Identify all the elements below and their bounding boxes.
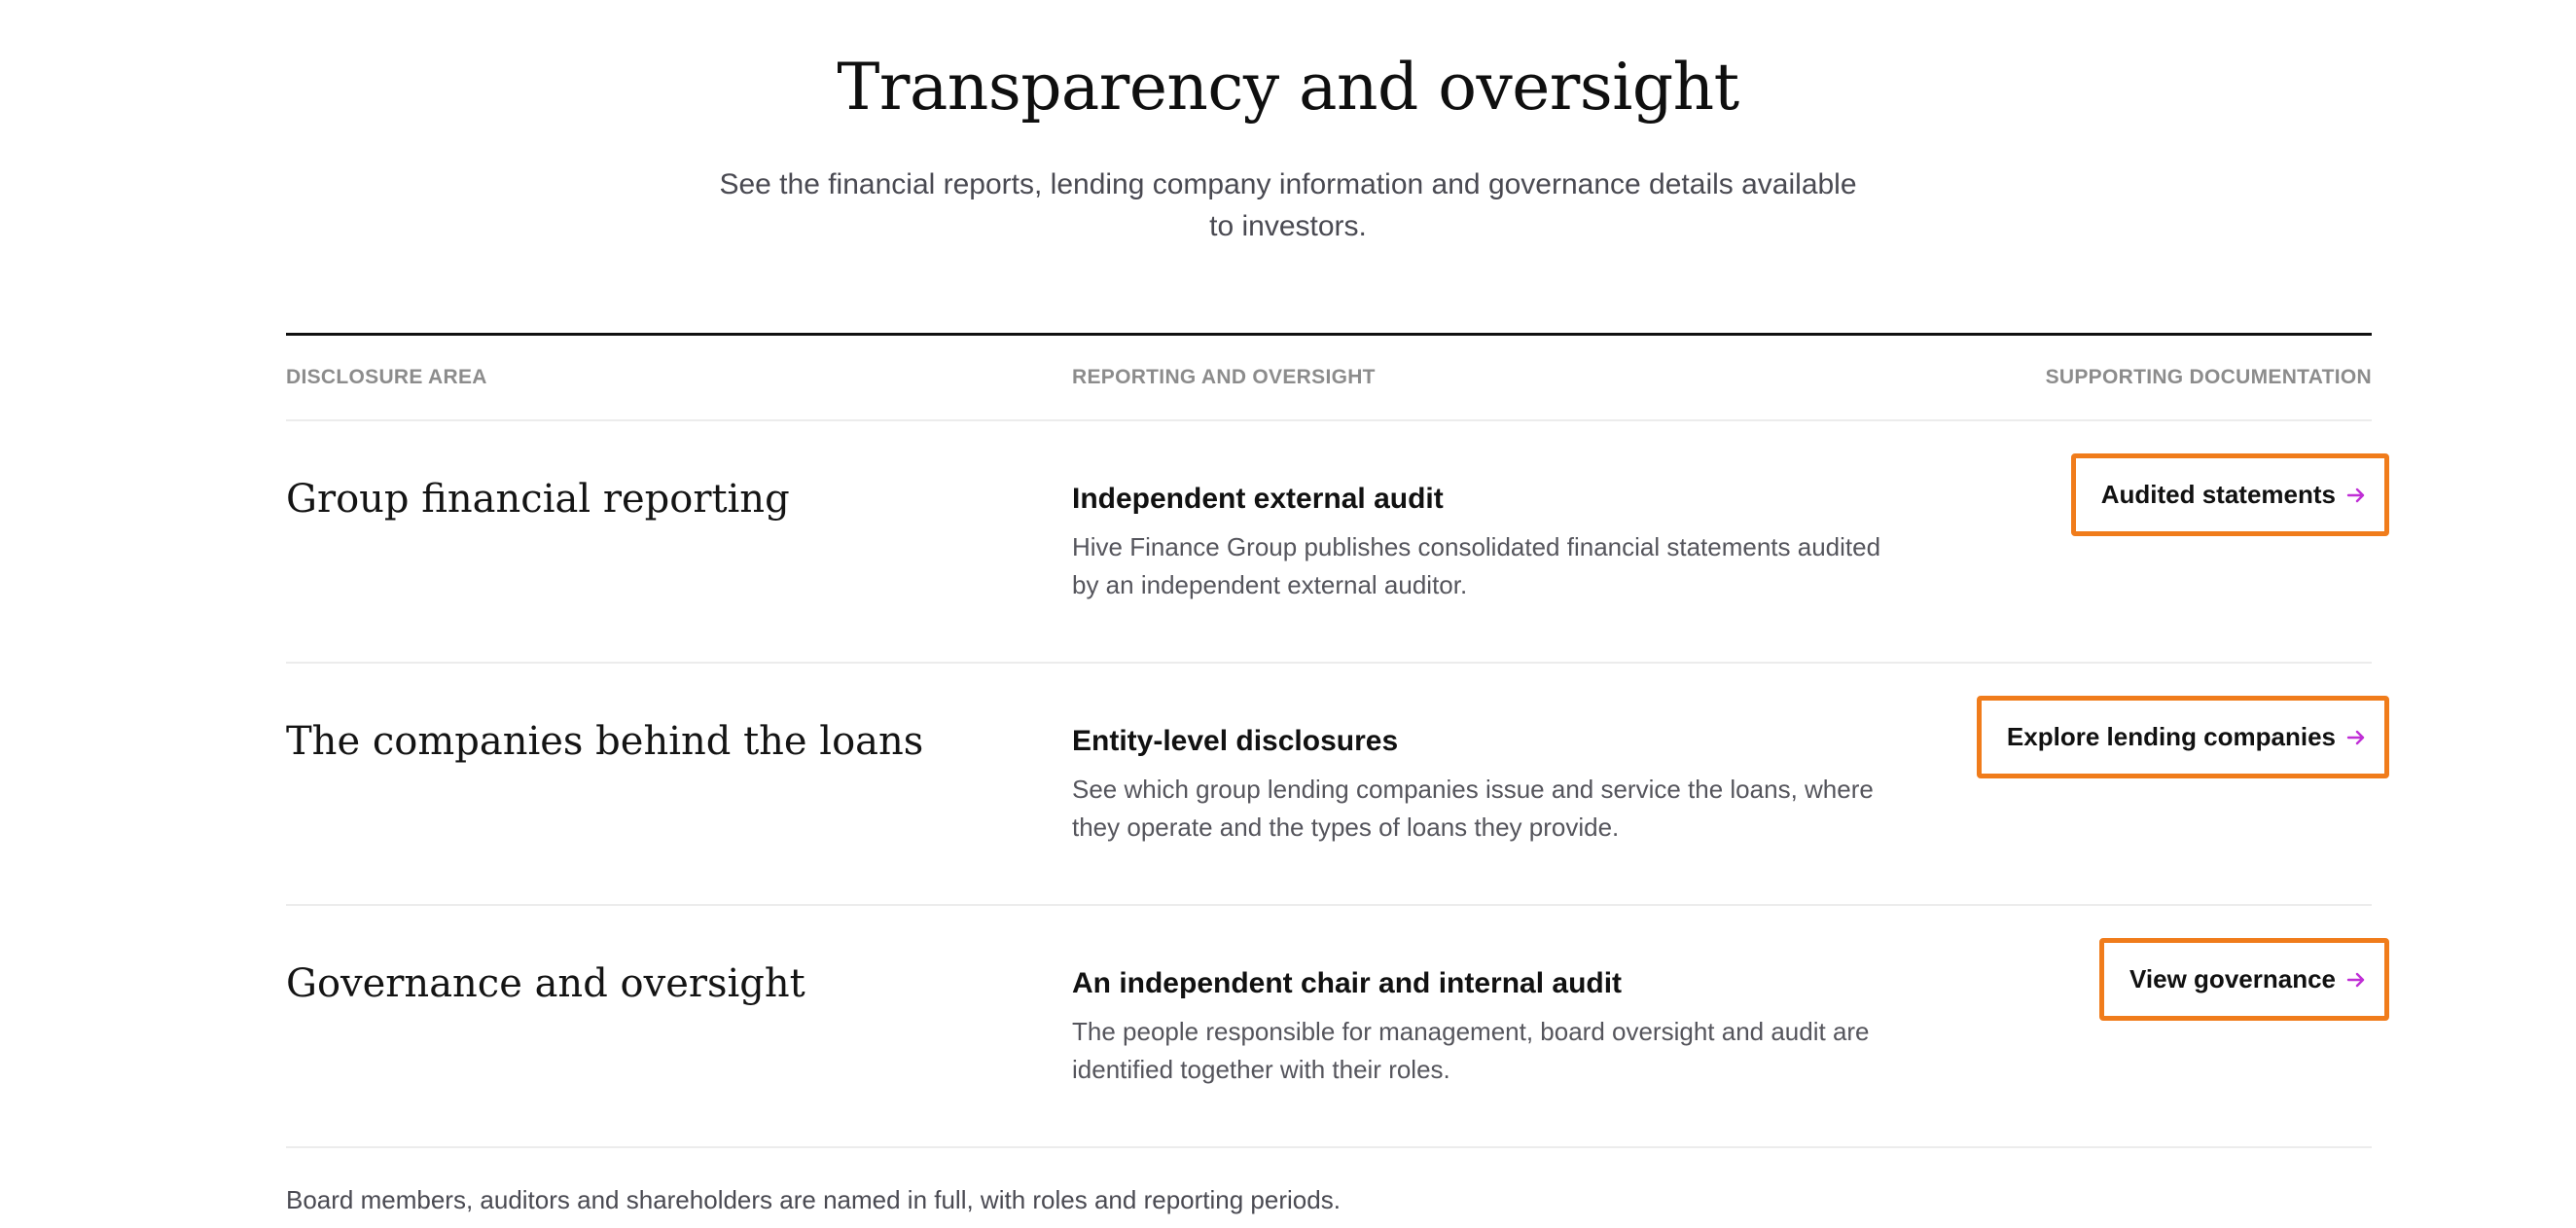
table-row-lending-companies bbox=[286, 664, 2372, 906]
arrow-right-icon bbox=[2345, 727, 2367, 748]
reporting-description: See which group lending companies issue and service the loans, where they operate and the types of loans they provide. bbox=[1072, 775, 1874, 842]
view-governance-link[interactable] bbox=[2099, 938, 2389, 1021]
disclosure-area-title: The companies behind the loans bbox=[286, 719, 924, 764]
reporting-cell bbox=[1072, 722, 1909, 847]
hero-section bbox=[0, 39, 2576, 247]
column-header-documentation: SUPPORTING DOCUMENTATION bbox=[2045, 366, 2372, 388]
disclosure-area-title: Group financial reporting bbox=[286, 477, 790, 522]
arrow-right-icon bbox=[2345, 969, 2367, 991]
table-row-governance bbox=[286, 906, 2372, 1148]
link-label: Explore lending companies bbox=[2006, 722, 2336, 751]
link-label: View governance bbox=[2129, 964, 2336, 993]
link-label: Audited statements bbox=[2100, 480, 2336, 509]
reporting-description: The people responsible for management, board oversight and audit are identified together with their roles. bbox=[1072, 1017, 1870, 1084]
audited-statements-link[interactable] bbox=[2071, 453, 2389, 536]
column-header-disclosure-area: DISCLOSURE AREA bbox=[286, 366, 487, 388]
table-header-row bbox=[286, 336, 2372, 421]
disclosure-area-title: Governance and oversight bbox=[286, 961, 805, 1006]
reporting-heading: Independent external audit bbox=[1072, 483, 1444, 515]
page-title: Transparency and oversight bbox=[837, 50, 1739, 125]
explore-lending-companies-link[interactable] bbox=[1977, 696, 2389, 778]
arrow-right-icon bbox=[2345, 485, 2367, 506]
column-header-reporting: REPORTING AND OVERSIGHT bbox=[1072, 366, 1376, 388]
reporting-description: Hive Finance Group publishes consolidated financial statements audited by an independent external auditor. bbox=[1072, 532, 1881, 599]
reporting-cell bbox=[1072, 480, 1909, 604]
reporting-heading: An independent chair and internal audit bbox=[1072, 967, 1623, 999]
table-row-financial-reporting bbox=[286, 421, 2372, 664]
page-subtitle: See the financial reports, lending company information and governance details available to investors. bbox=[719, 168, 1857, 242]
disclosure-table bbox=[286, 333, 2372, 1148]
footnote: Board members, auditors and shareholders are named in full, with roles and reporting periods. bbox=[286, 1185, 1341, 1214]
reporting-cell bbox=[1072, 964, 1909, 1089]
reporting-heading: Entity-level disclosures bbox=[1072, 725, 1399, 757]
